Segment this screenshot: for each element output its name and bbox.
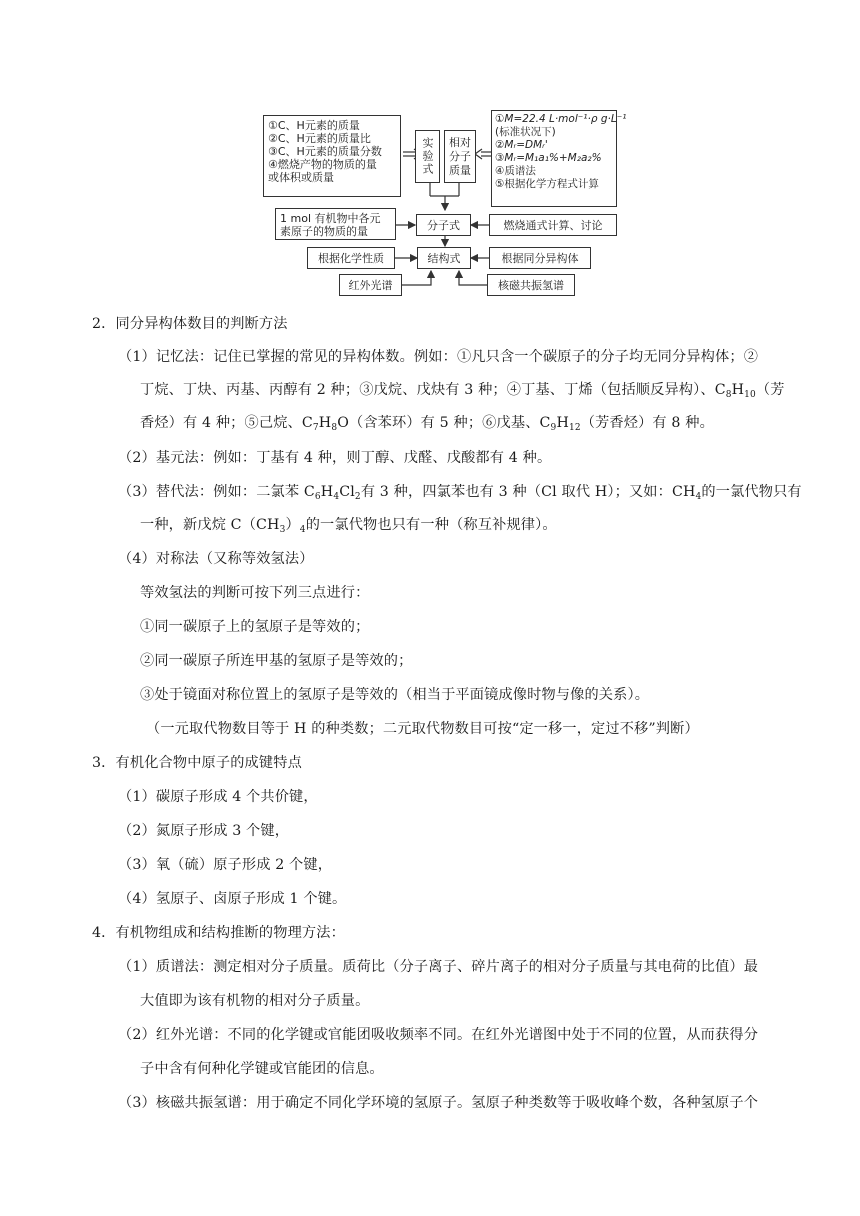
paragraph-line: ②同一碳原子所连甲基的氢原子是等效的； [140,653,413,669]
structural-formula-box [417,247,471,269]
chemical-property-label: 根据化学性质 [318,251,384,265]
text-run: 丁烷、丁炔、丙基、丙醇有 2 种；③戊烷、戊炔有 3 种；④丁基、丁烯（包括顺反异构）、C [140,382,726,398]
nmr-spectrum-label: 核磁共振氢谱 [498,278,564,292]
method-line: ①M=22.4 L·mol⁻¹·ρ g·L⁻¹ [495,113,627,125]
method-line: ④质谱法 [495,165,536,177]
mass-data-line: ①C、H元素的质量 [268,119,360,132]
paragraph-line: （一元取代物数目等于 H 的种类数；二元取代物数目可按“定一移一，定过不移”判断） [146,721,699,737]
paragraph-line: （2）氮原子形成 3 个键， [118,823,290,839]
paragraph-line: （3）氧（硫）原子形成 2 个键， [118,857,333,873]
paragraph-line: （2）基元法：例如：丁基有 4 种，则丁醇、戊醛、戊酸都有 4 种。 [118,450,552,466]
subscript: 3 [279,525,286,535]
text-run: 的一氯代物只有 [701,484,802,500]
text-run: H [731,382,745,398]
subscript: 4 [333,492,340,502]
paragraph-line: ③处于镜面对称位置上的氢原子是等效的（相当于平面镜成像时物与像的关系）。 [140,687,650,703]
text-run: H [320,484,334,500]
section-heading: 3．有机化合物中原子的成键特点 [92,755,302,771]
method-line: ②Mᵣ=DMᵣ' [495,139,548,151]
mol-atoms-line: 1 mol 有机物中各元 [280,212,381,225]
text-run: 香烃）有 4 种；⑤己烷、C [140,415,313,431]
subscript: 10 [744,390,756,400]
combustion-calc-box [489,214,617,236]
mass-data-box [263,115,401,197]
infrared-spectrum-label: 红外光谱 [348,278,393,292]
relative-mass-label: 相对分子质量 [449,135,471,177]
subscript: 2 [354,492,361,502]
isomer-box [489,247,591,269]
section-heading: 2．同分异构体数目的判断方法 [92,316,288,332]
paragraph-line: （4）氢原子、卤原子形成 1 个键。 [118,891,347,907]
text-run: H [556,415,569,431]
molar-mass-methods-box [491,110,627,207]
paragraph-line: （1）碳原子形成 4 个共价键， [118,789,318,805]
relative-mass-box [444,130,476,183]
paragraph-line: 大值即为该有机物的相对分子质量。 [140,993,370,1009]
method-line: ③Mᵣ=M₁a₁%+M₂a₂% [495,152,602,164]
paragraph-line: （1）质谱法：测定相对分子质量。质荷比（分子离子、碎片离子的相对分子质量与其电荷的比值）最 [118,959,759,975]
text-run: 有 3 种，四氯苯也有 3 种（Cl 取代 H）；又如：CH [360,484,696,500]
paragraph-line: 子中含有何种化学键或官能团的信息。 [140,1061,384,1077]
text-run: Cl [339,484,355,500]
paragraph-line [140,381,785,399]
mass-data-line: ④燃烧产物的物质的量 [268,158,377,171]
mol-atoms-line: 素原子的物质的量 [280,225,368,238]
flow-diagram [255,100,625,300]
chemical-property-box [307,247,395,269]
paragraph-line [118,483,802,501]
mass-data-line: ③C、H元素的质量分数 [268,145,382,158]
subscript: 8 [725,390,732,400]
text-run: O（含苯环）有 5 种；⑥戊基、C [337,415,551,431]
subscript: 9 [550,423,557,433]
subscript: 6 [314,492,321,502]
paragraph-line: （4）对称法（又称等效氢法） [118,551,314,567]
empirical-formula-label: 实验式 [421,137,434,176]
nmr-spectrum-box [487,274,575,296]
section-heading: 4．有机物组成和结构推断的物理方法： [92,925,345,941]
method-line: (标准状况下) [495,126,556,138]
mass-data-line: 或体积或质量 [268,171,334,184]
text-run: （芳 [755,382,785,398]
text-run: H [318,415,332,431]
subscript: 4 [695,492,702,502]
paragraph-line: （3）核磁共振氢谱：用于确定不同化学环境的氢原子。氢原子种类数等于吸收峰个数，各种氢原子个 [118,1095,759,1111]
infrared-spectrum-box [339,274,402,296]
molecular-formula-label: 分子式 [427,218,460,232]
isomer-label: 根据同分异构体 [501,251,579,265]
text-run: 一种，新戊烷 C（CH [140,517,280,533]
subscript: 4 [299,525,306,535]
text-run: 的一氯代物也只有一种（称互补规律）。 [305,517,557,533]
structural-formula-label: 结构式 [427,251,461,265]
paragraph-line [140,414,714,432]
subscript: 12 [568,423,581,433]
mass-data-line: ②C、H元素的质量比 [268,132,371,145]
subscript: 8 [331,423,338,433]
mol-atoms-box [275,208,396,240]
double-arrow-right [475,149,491,159]
text-run: （3）替代法：例如：二氯苯 C [118,484,315,500]
text-run: ） [285,517,300,533]
paragraph-line [140,516,557,534]
paragraph-line: ①同一碳原子上的氢原子是等效的； [140,619,370,635]
paragraph-line: （2）红外光谱：不同的化学键或官能团吸收频率不同。在红外光谱图中处于不同的位置，从而获得分 [118,1027,759,1043]
molecular-formula-box [416,214,471,236]
combustion-calc-label: 燃烧通式计算、讨论 [503,218,603,232]
method-line: ⑤根据化学方程式计算 [495,178,599,190]
text-run: （芳香烃）有 8 种。 [580,415,714,431]
paragraph-line: 等效氢法的判断可按下列三点进行： [140,585,370,601]
empirical-formula-box [415,130,440,183]
paragraph-line: （1）记忆法：记住已掌握的常见的异构体数。例如：①凡只含一个碳原子的分子均无同分异构体；② [118,349,759,365]
subscript: 7 [312,423,319,433]
